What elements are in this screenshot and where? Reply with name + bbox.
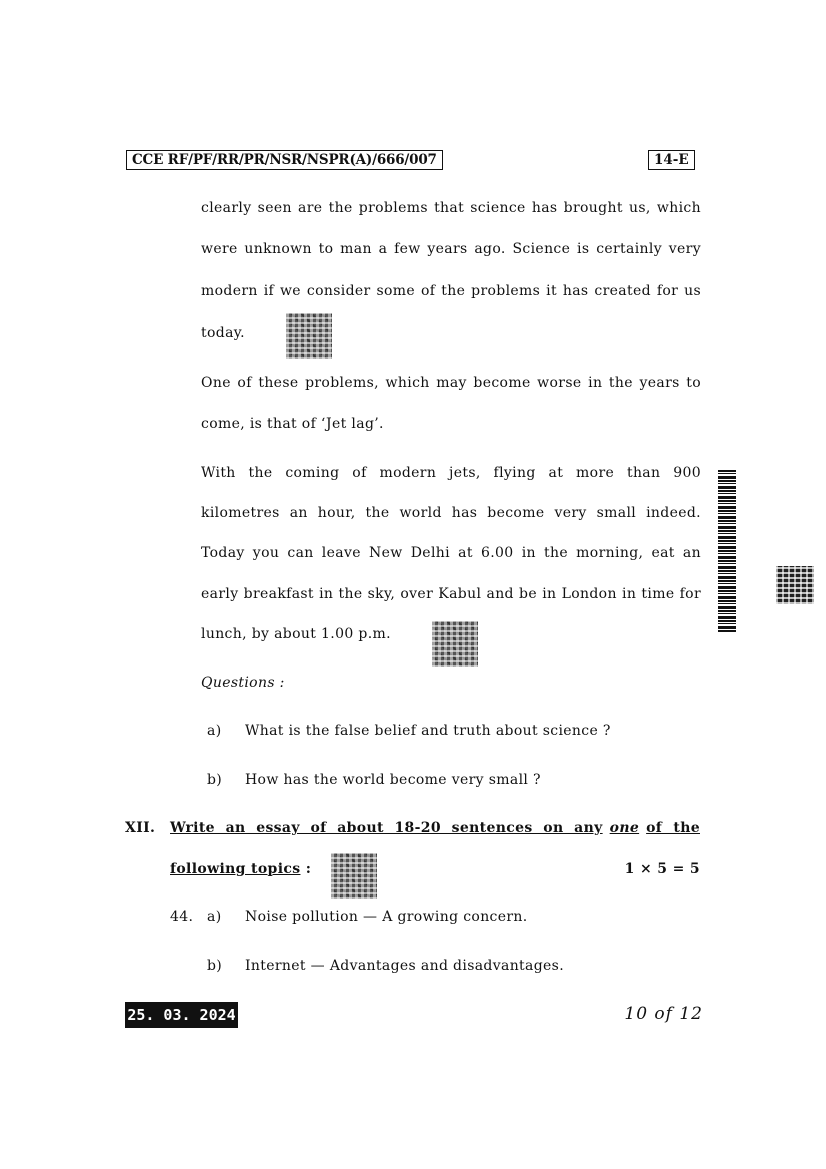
- page-number: 10 of 12: [624, 1004, 703, 1024]
- instruction-colon: :: [305, 861, 312, 877]
- passage-line: One of these problems, which may become worse in the years to: [201, 375, 701, 391]
- passage-line: modern if we consider some of the problems it has created for us: [201, 283, 701, 299]
- question-marker: a): [207, 723, 222, 739]
- section-number: XII.: [125, 820, 156, 836]
- passage-line: lunch, by about 1.00 p.m.: [201, 626, 391, 642]
- instruction-text-end: of the: [646, 820, 700, 836]
- essay-topic: Noise pollution — A growing concern.: [245, 909, 528, 925]
- questions-label: Questions :: [201, 675, 285, 691]
- question-text: What is the false belief and truth about science ?: [245, 723, 611, 739]
- question-number: 44.: [170, 909, 194, 925]
- section-instruction-line2: [170, 859, 311, 879]
- question-text: How has the world become very small ?: [245, 772, 541, 788]
- instruction-text: following topics: [170, 861, 301, 877]
- marks-label: 1 × 5 = 5: [624, 861, 700, 877]
- section-instruction: [170, 818, 700, 838]
- passage-line: today.: [201, 325, 245, 341]
- qr-code-icon: [432, 621, 478, 667]
- question-marker: b): [207, 772, 223, 788]
- passage-line: Today you can leave New Delhi at 6.00 in the morning, eat an: [201, 545, 701, 561]
- passage-line: With the coming of modern jets, flying at more than 900: [201, 465, 701, 481]
- passage-line: clearly seen are the problems that science has brought us, which: [201, 200, 701, 216]
- qr-code-icon: [331, 853, 377, 899]
- passage-line: early breakfast in the sky, over Kabul and be in London in time for: [201, 586, 701, 602]
- qr-code-icon: [286, 313, 332, 359]
- passage-line: were unknown to man a few years ago. Science is certainly very: [201, 241, 701, 257]
- passage-line: come, is that of ‘Jet lag’.: [201, 416, 384, 432]
- paper-code-badge: 14-E: [648, 150, 695, 170]
- qr-code-icon: [776, 566, 814, 604]
- instruction-text: Write an essay of about 18-20 sentences on any: [170, 820, 603, 836]
- passage-line: kilometres an hour, the world has become very small indeed.: [201, 505, 701, 521]
- exam-date-badge: 25. 03. 2024: [125, 1002, 238, 1028]
- instruction-emphasis: one: [609, 820, 640, 836]
- question-paper-code: CCE RF/PF/RR/PR/NSR/NSPR(A)/666/007: [126, 150, 443, 170]
- essay-topic: Internet — Advantages and disadvantages.: [245, 958, 565, 974]
- question-marker: b): [207, 958, 223, 974]
- barcode-icon: [718, 470, 736, 632]
- question-marker: a): [207, 909, 222, 925]
